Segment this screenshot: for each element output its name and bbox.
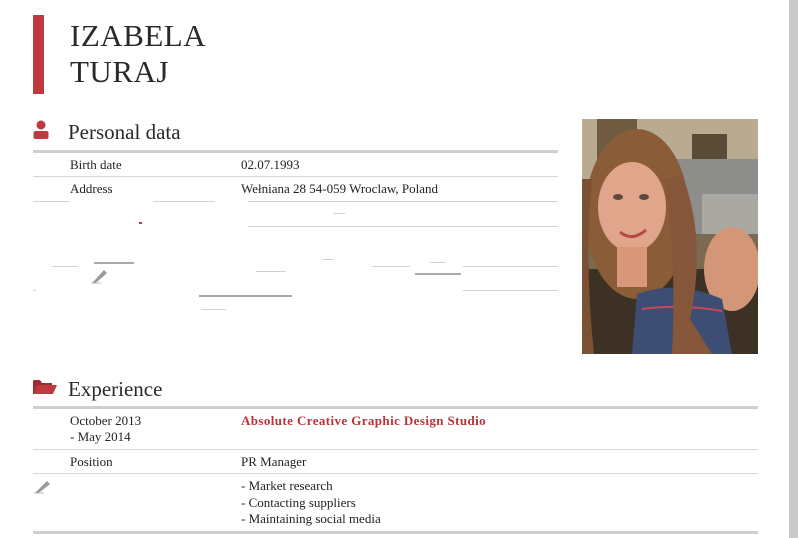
section-rule bbox=[33, 150, 558, 153]
task-item: - Contacting suppliers bbox=[241, 495, 356, 510]
row-divider bbox=[33, 473, 758, 474]
experience-period-start: October 2013 bbox=[70, 413, 142, 428]
section-rule bbox=[33, 406, 758, 409]
row-value: 02.07.1993 bbox=[241, 157, 300, 172]
profile-photo bbox=[582, 119, 758, 354]
row-divider bbox=[33, 449, 758, 450]
section-rule bbox=[33, 531, 758, 534]
last-name: TURAJ bbox=[70, 54, 169, 89]
task-item: - Maintaining social media bbox=[241, 511, 381, 526]
row-label: Address bbox=[70, 181, 113, 196]
folder-open-icon bbox=[33, 379, 57, 395]
row-value: Wełniana 28 54-059 Wroclaw, Poland bbox=[241, 181, 438, 196]
first-name: IZABELA bbox=[70, 18, 207, 53]
candidate-name bbox=[70, 18, 206, 90]
position-value: PR Manager bbox=[241, 454, 307, 469]
position-label: Position bbox=[70, 454, 113, 469]
experience-period-end: - May 2014 bbox=[70, 429, 131, 444]
name-accent-bar bbox=[33, 15, 44, 94]
page-edge bbox=[789, 0, 798, 538]
task-item: - Market research bbox=[241, 478, 333, 493]
pen-icon bbox=[33, 478, 53, 494]
section-title-personal: Personal data bbox=[68, 120, 181, 144]
company-name: Absolute Creative Graphic Design Studio bbox=[241, 413, 487, 428]
row-divider bbox=[33, 176, 558, 177]
section-title-experience: Experience bbox=[68, 377, 163, 401]
row-label: Birth date bbox=[70, 157, 122, 172]
pen-icon bbox=[90, 266, 110, 284]
person-icon bbox=[33, 120, 49, 139]
